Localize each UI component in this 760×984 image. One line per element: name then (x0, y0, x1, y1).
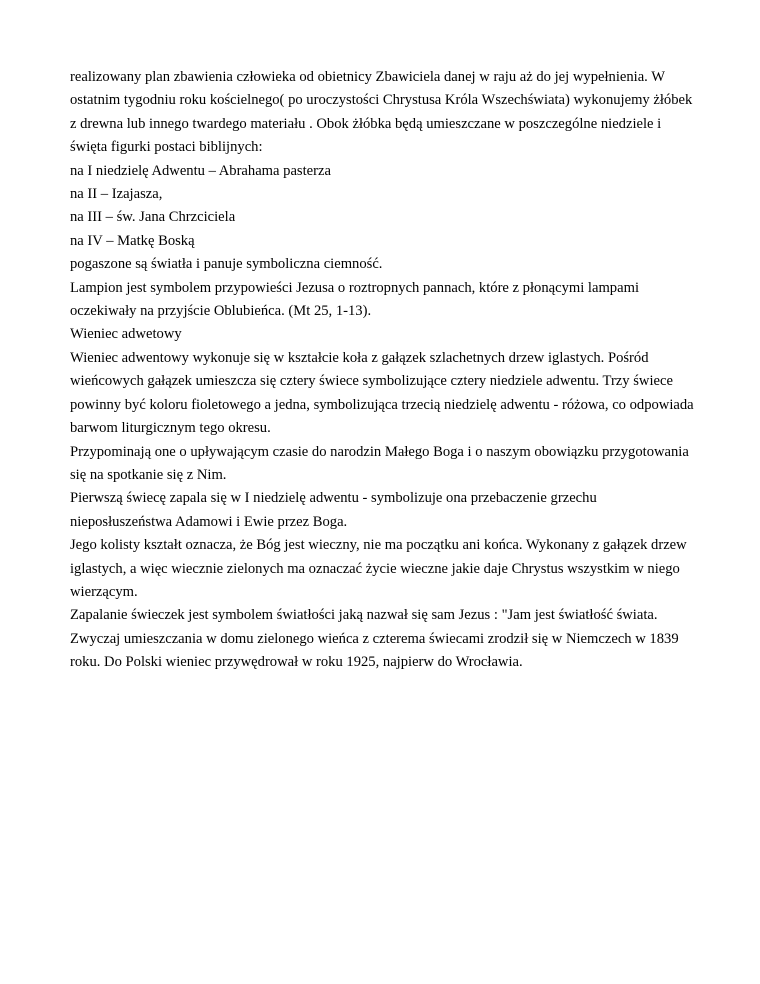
paragraph-zapalanie-swieczek: Zapalanie świeczek jest symbolem światłości jaką nazwał się sam Jezus : "Jam jest światłość świata. Zwyczaj umieszczania w domu zielonego wieńca z czterema świecami zrodził się w Niemczech w 1839 roku. Do Polski wieniec przywędrował w roku 1925, najpierw do Wrocławia. (70, 607, 679, 671)
paragraph-ciemnosc: pogaszone są światła i panuje symboliczna ciemność. (70, 256, 383, 273)
paragraph-advent-week-1: na I niedzielę Adwentu – Abrahama pasterza (70, 162, 331, 179)
paragraph-przypominaja: Przypominają one o upływającym czasie do narodzin Małego Boga i o naszym obowiązku przygotowania się na spotkanie się z Nim. (70, 443, 689, 483)
paragraph-lampion: Lampion jest symbolem przypowieści Jezusa o roztropnych pannach, które z płonącymi lampami oczekiwały na przyjście Oblubieńca. (Mt 25, 1-13). (70, 279, 639, 320)
paragraph-advent-week-2: na II – Izajasza, (70, 186, 163, 203)
paragraph-kolisty-ksztalt: Jego kolisty kształt oznacza, że Bóg jest wieczny, nie ma początku ani końca. Wykonany z gałązek drzew iglastych, a więc wiecznie zielonych ma oznaczać życie wieczne jakie daje Chrystus wszystkim w niego wierzącym. (70, 537, 687, 600)
document-page (70, 66, 696, 675)
section-heading-wieniec: Wieniec adwetowy (70, 326, 182, 343)
paragraph-pierwsza-swieca: Pierwszą świecę zapala się w I niedzielę adwentu - symbolizuje ona przebaczenie grzechu nieposłuszeństwa Adamowi i Ewie przez Boga. (70, 490, 597, 530)
paragraph-plan-zbawienia: realizowany plan zbawienia człowieka od obietnicy Zbawiciela danej w raju aż do jej wypełnienia. W ostatnim tygodniu roku kościelnego( po uroczystości Chrystusa Króla Wszechświata) wykonujemy żłóbek z drewna lub innego twardego materiału . Obok żłóbka będą umieszczane w poszczególne niedziele i święta figurki postaci biblijnych: (70, 69, 693, 156)
paragraph-advent-week-4: na IV – Matkę Boską (70, 232, 195, 249)
paragraph-wieniec-opis: Wieniec adwentowy wykonuje się w kształcie koła z gałązek szlachetnych drzew iglastych. Pośród wieńcowych gałązek umieszcza się cztery świece symbolizujące cztery niedziele adwentu. Trzy świece powinny być koloru fioletowego a jedna, symbolizująca trzecią niedzielę adwentu - różowa, co odpowiada barwom liturgicznym tego okresu. (70, 349, 694, 437)
paragraph-advent-week-3: na III – św. Jana Chrzciciela (70, 209, 236, 226)
